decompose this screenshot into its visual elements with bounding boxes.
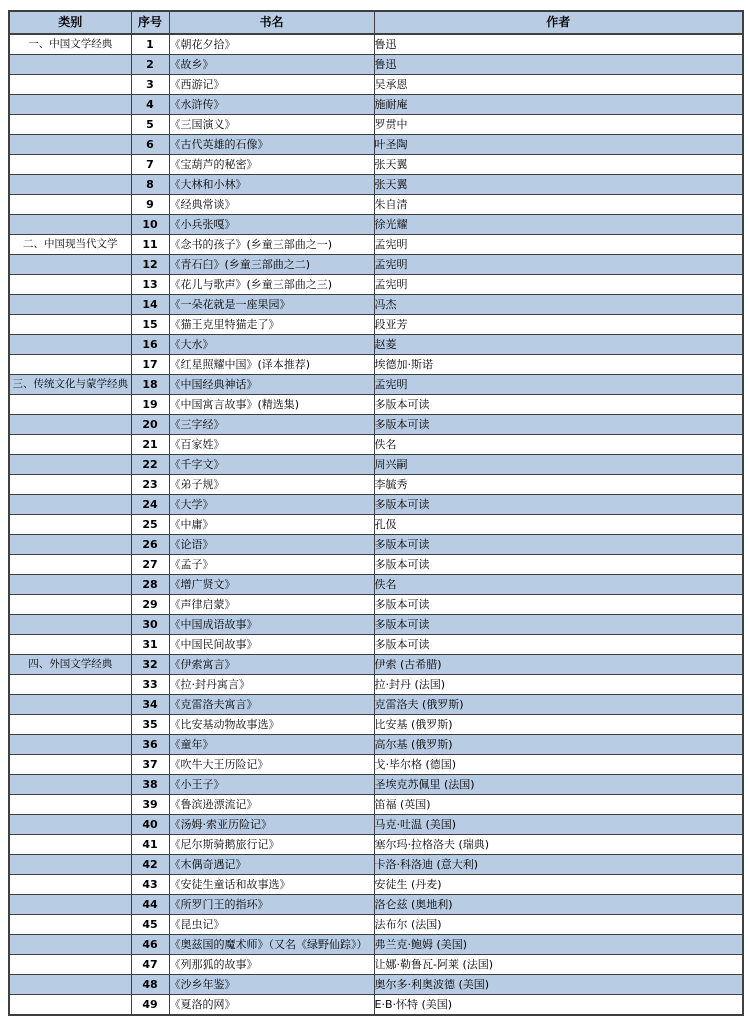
table-row <box>9 515 743 535</box>
author-cell: 塞尔玛·拉格洛夫 (瑞典) <box>374 835 743 855</box>
index-cell: 6 <box>131 135 169 155</box>
title-cell: 《中国成语故事》 <box>169 615 374 635</box>
table-row <box>9 375 743 395</box>
category-cell <box>9 335 131 355</box>
index-cell: 41 <box>131 835 169 855</box>
index-cell: 5 <box>131 115 169 135</box>
table-row <box>9 675 743 695</box>
author-cell: 赵菱 <box>374 335 743 355</box>
author-cell: 佚名 <box>374 435 743 455</box>
title-cell: 《大水》 <box>169 335 374 355</box>
index-cell: 7 <box>131 155 169 175</box>
index-cell: 27 <box>131 555 169 575</box>
table-body <box>9 34 743 1015</box>
index-cell: 19 <box>131 395 169 415</box>
title-cell: 《克雷洛夫寓言》 <box>169 695 374 715</box>
title-cell: 《吹牛大王历险记》 <box>169 755 374 775</box>
table-row <box>9 735 743 755</box>
author-cell: 克雷洛夫 (俄罗斯) <box>374 695 743 715</box>
author-cell: 安徒生 (丹麦) <box>374 875 743 895</box>
index-cell: 32 <box>131 655 169 675</box>
category-cell <box>9 275 131 295</box>
table-row <box>9 975 743 995</box>
index-cell: 13 <box>131 275 169 295</box>
table-row <box>9 455 743 475</box>
category-cell <box>9 635 131 655</box>
category-cell <box>9 195 131 215</box>
table-row <box>9 655 743 675</box>
index-cell: 39 <box>131 795 169 815</box>
category-cell <box>9 875 131 895</box>
table-row <box>9 235 743 255</box>
category-cell <box>9 675 131 695</box>
title-cell: 《童年》 <box>169 735 374 755</box>
index-cell: 10 <box>131 215 169 235</box>
table-row <box>9 475 743 495</box>
title-cell: 《经典常谈》 <box>169 195 374 215</box>
category-cell <box>9 855 131 875</box>
author-cell: 马克·吐温 (美国) <box>374 815 743 835</box>
title-cell: 《花儿与歌声》(乡童三部曲之三) <box>169 275 374 295</box>
author-cell: 叶圣陶 <box>374 135 743 155</box>
index-cell: 23 <box>131 475 169 495</box>
author-cell: 周兴嗣 <box>374 455 743 475</box>
author-cell: 拉·封丹 (法国) <box>374 675 743 695</box>
category-cell: 一、中国文学经典 <box>9 34 131 55</box>
title-cell: 《百家姓》 <box>169 435 374 455</box>
index-cell: 37 <box>131 755 169 775</box>
author-cell: 多版本可读 <box>374 635 743 655</box>
table-row <box>9 715 743 735</box>
author-cell: 多版本可读 <box>374 535 743 555</box>
category-cell <box>9 95 131 115</box>
index-cell: 42 <box>131 855 169 875</box>
category-cell: 四、外国文学经典 <box>9 655 131 675</box>
table-row <box>9 635 743 655</box>
index-cell: 22 <box>131 455 169 475</box>
category-cell <box>9 55 131 75</box>
column-header-number: 序号 <box>131 11 169 34</box>
table-row <box>9 335 743 355</box>
category-cell <box>9 435 131 455</box>
author-cell: 鲁迅 <box>374 34 743 55</box>
title-cell: 《列那狐的故事》 <box>169 955 374 975</box>
title-cell: 《拉·封丹寓言》 <box>169 675 374 695</box>
category-cell <box>9 715 131 735</box>
title-cell: 《弟子规》 <box>169 475 374 495</box>
title-cell: 《水浒传》 <box>169 95 374 115</box>
title-cell: 《三字经》 <box>169 415 374 435</box>
category-cell <box>9 395 131 415</box>
index-cell: 38 <box>131 775 169 795</box>
title-cell: 《中庸》 <box>169 515 374 535</box>
author-cell: 笛福 (英国) <box>374 795 743 815</box>
table-row <box>9 175 743 195</box>
table-row <box>9 775 743 795</box>
author-cell: 多版本可读 <box>374 555 743 575</box>
category-cell <box>9 815 131 835</box>
index-cell: 45 <box>131 915 169 935</box>
title-cell: 《中国寓言故事》(精选集) <box>169 395 374 415</box>
index-cell: 48 <box>131 975 169 995</box>
author-cell: 罗贯中 <box>374 115 743 135</box>
author-cell: 冯杰 <box>374 295 743 315</box>
table-row <box>9 895 743 915</box>
author-cell: 卡洛·科洛迪 (意大利) <box>374 855 743 875</box>
category-cell <box>9 295 131 315</box>
category-cell <box>9 895 131 915</box>
title-cell: 《声律启蒙》 <box>169 595 374 615</box>
table-row <box>9 315 743 335</box>
title-cell: 《昆虫记》 <box>169 915 374 935</box>
title-cell: 《故乡》 <box>169 55 374 75</box>
table-row <box>9 435 743 455</box>
table-row <box>9 615 743 635</box>
table-row <box>9 935 743 955</box>
category-cell <box>9 355 131 375</box>
author-cell: 多版本可读 <box>374 495 743 515</box>
index-cell: 4 <box>131 95 169 115</box>
table-row <box>9 355 743 375</box>
author-cell: 孟宪明 <box>374 235 743 255</box>
table-row <box>9 495 743 515</box>
index-cell: 43 <box>131 875 169 895</box>
category-cell <box>9 175 131 195</box>
column-header-author: 作者 <box>374 11 743 34</box>
author-cell: 高尔基 (俄罗斯) <box>374 735 743 755</box>
author-cell: 多版本可读 <box>374 415 743 435</box>
title-cell: 《所罗门王的指环》 <box>169 895 374 915</box>
index-cell: 18 <box>131 375 169 395</box>
index-cell: 15 <box>131 315 169 335</box>
category-cell <box>9 915 131 935</box>
table-header <box>9 11 743 34</box>
author-cell: 洛仑兹 (奥地利) <box>374 895 743 915</box>
title-cell: 《木偶奇遇记》 <box>169 855 374 875</box>
index-cell: 25 <box>131 515 169 535</box>
title-cell: 《红星照耀中国》(译本推荐) <box>169 355 374 375</box>
table-row <box>9 915 743 935</box>
title-cell: 《论语》 <box>169 535 374 555</box>
title-cell: 《小王子》 <box>169 775 374 795</box>
table-row <box>9 795 743 815</box>
index-cell: 26 <box>131 535 169 555</box>
author-cell: 奥尔多·利奥波德 (美国) <box>374 975 743 995</box>
title-cell: 《朝花夕拾》 <box>169 34 374 55</box>
author-cell: 李毓秀 <box>374 475 743 495</box>
title-cell: 《伊索寓言》 <box>169 655 374 675</box>
header-row <box>9 11 743 34</box>
category-cell <box>9 535 131 555</box>
table-row <box>9 215 743 235</box>
author-cell: 佚名 <box>374 575 743 595</box>
book-list-table <box>8 10 744 1016</box>
title-cell: 《大学》 <box>169 495 374 515</box>
title-cell: 《青石臼》(乡童三部曲之二) <box>169 255 374 275</box>
author-cell: 法布尔 (法国) <box>374 915 743 935</box>
author-cell: 孔伋 <box>374 515 743 535</box>
table-row <box>9 55 743 75</box>
index-cell: 36 <box>131 735 169 755</box>
index-cell: 24 <box>131 495 169 515</box>
index-cell: 16 <box>131 335 169 355</box>
author-cell: 徐光耀 <box>374 215 743 235</box>
author-cell: 弗兰克·鲍姆 (美国) <box>374 935 743 955</box>
author-cell: 孟宪明 <box>374 375 743 395</box>
title-cell: 《孟子》 <box>169 555 374 575</box>
index-cell: 3 <box>131 75 169 95</box>
index-cell: 34 <box>131 695 169 715</box>
category-cell <box>9 455 131 475</box>
category-cell <box>9 735 131 755</box>
author-cell: 吴承恩 <box>374 75 743 95</box>
author-cell: 多版本可读 <box>374 615 743 635</box>
title-cell: 《三国演义》 <box>169 115 374 135</box>
author-cell: 让娜·勒鲁瓦-阿莱 (法国) <box>374 955 743 975</box>
author-cell: 比安基 (俄罗斯) <box>374 715 743 735</box>
table-row <box>9 255 743 275</box>
title-cell: 《中国经典神话》 <box>169 375 374 395</box>
index-cell: 20 <box>131 415 169 435</box>
table-row <box>9 275 743 295</box>
category-cell <box>9 515 131 535</box>
title-cell: 《比安基动物故事选》 <box>169 715 374 735</box>
table-row <box>9 835 743 855</box>
title-cell: 《宝葫芦的秘密》 <box>169 155 374 175</box>
category-cell <box>9 755 131 775</box>
category-cell <box>9 75 131 95</box>
category-cell <box>9 935 131 955</box>
table-row <box>9 575 743 595</box>
index-cell: 17 <box>131 355 169 375</box>
table-row <box>9 535 743 555</box>
author-cell: 伊索 (古希腊) <box>374 655 743 675</box>
category-cell: 二、中国现当代文学 <box>9 235 131 255</box>
category-cell <box>9 615 131 635</box>
author-cell: 多版本可读 <box>374 395 743 415</box>
category-cell <box>9 955 131 975</box>
title-cell: 《一朵花就是一座果园》 <box>169 295 374 315</box>
category-cell <box>9 475 131 495</box>
index-cell: 14 <box>131 295 169 315</box>
table-row <box>9 595 743 615</box>
category-cell <box>9 695 131 715</box>
index-cell: 11 <box>131 235 169 255</box>
table-row <box>9 755 743 775</box>
title-cell: 《千字文》 <box>169 455 374 475</box>
index-cell: 8 <box>131 175 169 195</box>
table-row <box>9 955 743 975</box>
index-cell: 12 <box>131 255 169 275</box>
category-cell <box>9 495 131 515</box>
category-cell <box>9 995 131 1016</box>
category-cell <box>9 415 131 435</box>
category-cell <box>9 835 131 855</box>
table-row <box>9 415 743 435</box>
category-cell <box>9 975 131 995</box>
category-cell <box>9 315 131 335</box>
title-cell: 《汤姆·索亚历险记》 <box>169 815 374 835</box>
title-cell: 《古代英雄的石像》 <box>169 135 374 155</box>
author-cell: 朱自清 <box>374 195 743 215</box>
title-cell: 《鲁滨逊漂流记》 <box>169 795 374 815</box>
author-cell: 施耐庵 <box>374 95 743 115</box>
index-cell: 46 <box>131 935 169 955</box>
table-row <box>9 34 743 55</box>
category-cell <box>9 795 131 815</box>
table-row <box>9 555 743 575</box>
table-row <box>9 115 743 135</box>
table-row <box>9 95 743 115</box>
title-cell: 《尼尔斯骑鹅旅行记》 <box>169 835 374 855</box>
table-row <box>9 155 743 175</box>
title-cell: 《猫王克里特猫走了》 <box>169 315 374 335</box>
title-cell: 《中国民间故事》 <box>169 635 374 655</box>
table-row <box>9 875 743 895</box>
index-cell: 29 <box>131 595 169 615</box>
category-cell <box>9 215 131 235</box>
author-cell: 张天翼 <box>374 175 743 195</box>
index-cell: 44 <box>131 895 169 915</box>
author-cell: 张天翼 <box>374 155 743 175</box>
category-cell <box>9 555 131 575</box>
table-row <box>9 995 743 1016</box>
author-cell: 戈·毕尔格 (德国) <box>374 755 743 775</box>
category-cell <box>9 775 131 795</box>
index-cell: 9 <box>131 195 169 215</box>
index-cell: 21 <box>131 435 169 455</box>
index-cell: 49 <box>131 995 169 1016</box>
title-cell: 《大林和小林》 <box>169 175 374 195</box>
title-cell: 《安徒生童话和故事选》 <box>169 875 374 895</box>
index-cell: 47 <box>131 955 169 975</box>
index-cell: 2 <box>131 55 169 75</box>
table-row <box>9 855 743 875</box>
title-cell: 《增广贤文》 <box>169 575 374 595</box>
title-cell: 《小兵张嘎》 <box>169 215 374 235</box>
author-cell: 鲁迅 <box>374 55 743 75</box>
index-cell: 31 <box>131 635 169 655</box>
index-cell: 28 <box>131 575 169 595</box>
index-cell: 1 <box>131 34 169 55</box>
table-row <box>9 295 743 315</box>
category-cell: 三、传统文化与蒙学经典 <box>9 375 131 395</box>
table-row <box>9 815 743 835</box>
column-header-title: 书名 <box>169 11 374 34</box>
title-cell: 《夏洛的网》 <box>169 995 374 1016</box>
author-cell: 埃德加·斯诺 <box>374 355 743 375</box>
table-row <box>9 135 743 155</box>
category-cell <box>9 115 131 135</box>
author-cell: 孟宪明 <box>374 275 743 295</box>
category-cell <box>9 255 131 275</box>
author-cell: 孟宪明 <box>374 255 743 275</box>
table-row <box>9 395 743 415</box>
index-cell: 35 <box>131 715 169 735</box>
title-cell: 《沙乡年鉴》 <box>169 975 374 995</box>
index-cell: 33 <box>131 675 169 695</box>
table-row <box>9 195 743 215</box>
table-row <box>9 695 743 715</box>
author-cell: 多版本可读 <box>374 595 743 615</box>
category-cell <box>9 575 131 595</box>
author-cell: E·B·怀特 (美国) <box>374 995 743 1016</box>
author-cell: 段亚芳 <box>374 315 743 335</box>
title-cell: 《念书的孩子》(乡童三部曲之一) <box>169 235 374 255</box>
column-header-category: 类别 <box>9 11 131 34</box>
category-cell <box>9 135 131 155</box>
index-cell: 30 <box>131 615 169 635</box>
category-cell <box>9 595 131 615</box>
author-cell: 圣埃克苏佩里 (法国) <box>374 775 743 795</box>
table-row <box>9 75 743 95</box>
title-cell: 《奥兹国的魔术师》（又名《绿野仙踪》） <box>169 935 374 955</box>
category-cell <box>9 155 131 175</box>
title-cell: 《西游记》 <box>169 75 374 95</box>
index-cell: 40 <box>131 815 169 835</box>
